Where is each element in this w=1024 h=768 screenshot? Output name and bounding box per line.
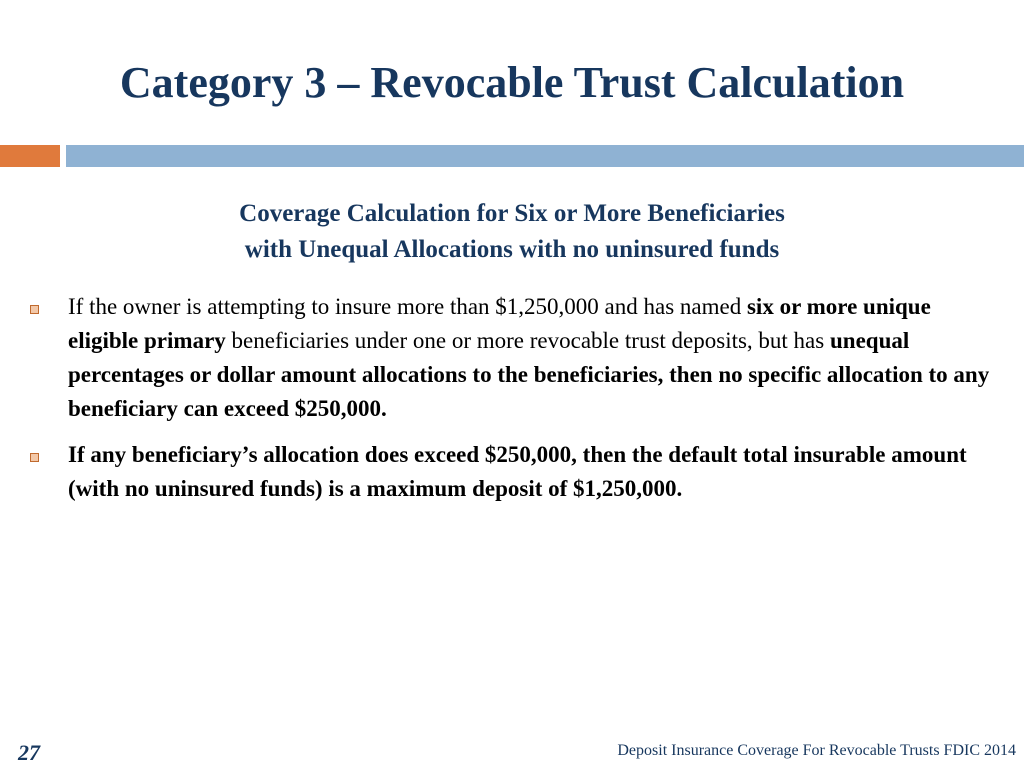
bullet-1-bold-2: unequal percentages or dollar amount allocations to the beneficiaries, then no specific allocation to any beneficiary can exceed $250,000. <box>68 328 990 421</box>
subtitle-line-1: Coverage Calculation for Six or More Beneficiaries <box>239 200 785 227</box>
footer-text: Deposit Insurance Coverage For Revocable Trusts FDIC 2014 <box>617 742 1016 759</box>
slide-subtitle <box>0 196 1024 268</box>
square-bullet-icon <box>30 453 39 462</box>
bullet-2-bold: If any beneficiary’s allocation does exceed $250,000, then the default total insurable amount (with no uninsured funds) is a maximum deposit of $1,250,000. <box>68 442 967 501</box>
bullet-1-bold-1: six or more unique eligible primary <box>68 294 931 353</box>
bullet-1-text-2: beneficiaries under one or more revocable trust deposits, but has <box>225 328 830 353</box>
bullet-1-text-1: If the owner is attempting to insure more than $1,250,000 and has named <box>68 294 747 319</box>
bullet-item-2 <box>30 438 990 506</box>
bullet-item-1 <box>30 290 990 426</box>
bullet-list <box>30 290 990 518</box>
slide-number: 27 <box>18 740 40 765</box>
square-bullet-icon <box>30 305 39 314</box>
subtitle-line-2: with Unequal Allocations with no uninsured funds <box>244 236 780 263</box>
accent-bar-blue <box>66 145 1024 167</box>
slide-title: Category 3 – Revocable Trust Calculation <box>119 58 905 107</box>
accent-bar-orange <box>0 145 60 167</box>
